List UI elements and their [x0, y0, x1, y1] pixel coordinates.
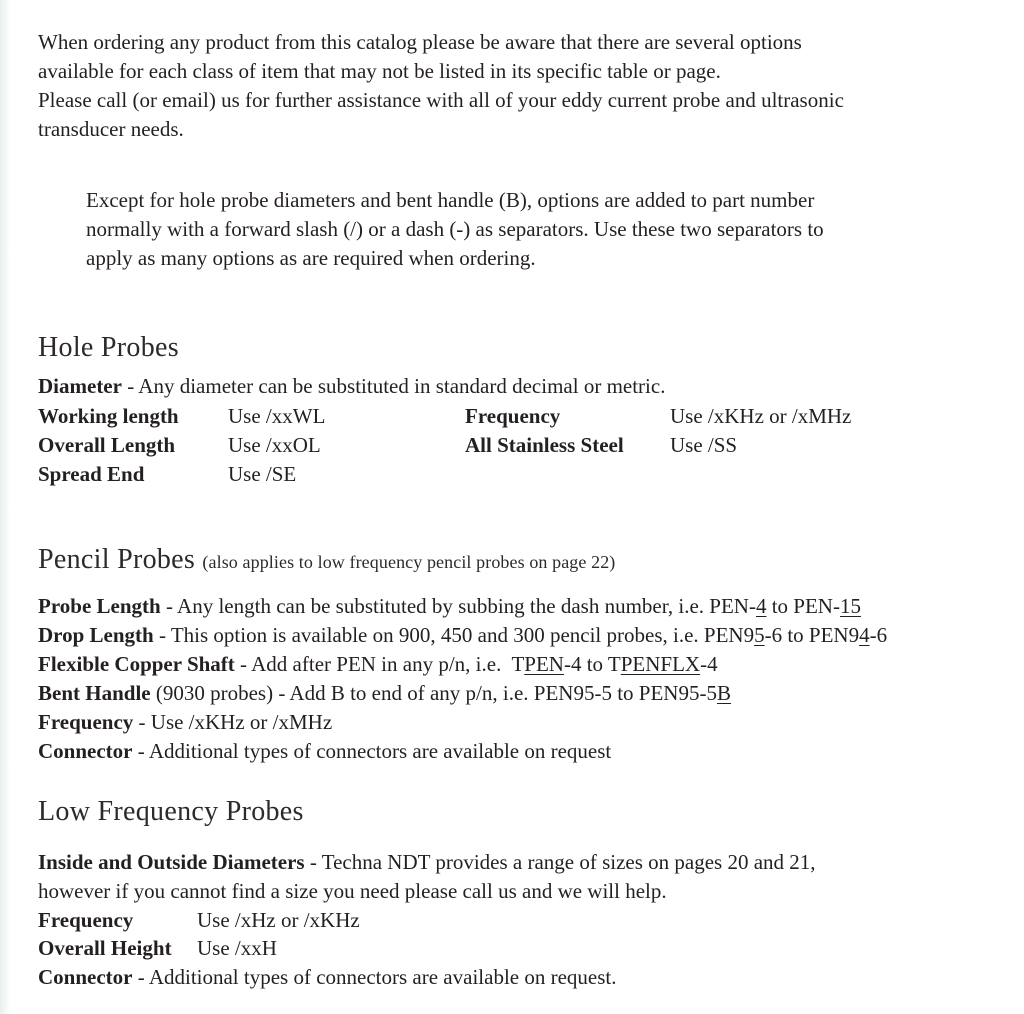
intro-line: transducer needs. [38, 117, 184, 141]
option-label: Overall Length [38, 433, 176, 457]
option-label: Frequency [38, 908, 134, 932]
pencil-probes-line: Drop Length - This option is available on 900, 450 and 300 pencil probes, i.e. PEN95-6 to PEN94-6 [38, 623, 888, 647]
intro-paragraph [38, 28, 844, 144]
pencil-probes-line: Frequency - Use /xKHz or /xMHz [38, 710, 333, 734]
option-value: Use /xHz or /xKHz [197, 908, 360, 932]
pencil-probes-heading [38, 544, 615, 578]
pencil-probes-heading-text: Pencil Probes [38, 544, 196, 575]
pencil-probes-line: Bent Handle (9030 probes) - Add B to end of any p/n, i.e. PEN95-5 to PEN95-5B [38, 681, 731, 705]
option-label [465, 460, 670, 489]
separator-note-line: apply as many options as are required when ordering. [86, 246, 536, 270]
separator-note-line: normally with a forward slash (/) or a dash (-) as separators. Use these two separators to [86, 217, 824, 241]
option-label: Working length [38, 404, 179, 428]
pencil-probes-line: Probe Length - Any length can be substituted by subbing the dash number, i.e. PEN-4 to PEN-15 [38, 594, 861, 618]
intro-line: When ordering any product from this catalog please be aware that there are several options [38, 30, 802, 54]
option-value: Use /SE [228, 462, 297, 486]
low-frequency-options-table [38, 906, 994, 962]
table-row [38, 402, 994, 431]
pencil-probes-line: Flexible Copper Shaft - Add after PEN in any p/n, i.e. TPEN-4 to TPENFLX-4 [38, 652, 718, 676]
low-frequency-connector-line: Connector - Additional types of connectors are available on request. [38, 965, 617, 989]
table-row [38, 460, 994, 489]
separator-note-line: Except for hole probe diameters and bent handle (B), options are added to part number [86, 188, 815, 212]
table-row [38, 906, 994, 934]
option-label: Spread End [38, 462, 145, 486]
option-value: Use /xKHz or /xMHz [670, 404, 852, 428]
hole-probes-options-table [38, 402, 994, 489]
option-value: Use /xxH [197, 936, 277, 960]
option-label: All Stainless Steel [465, 433, 624, 457]
low-frequency-line: Inside and Outside Diameters - Techna NDT provides a range of sizes on pages 20 and 21, [38, 850, 816, 874]
page-left-edge-tint [0, 0, 10, 1014]
pencil-probes-lines [38, 592, 887, 766]
intro-line: available for each class of item that may not be listed in its specific table or page. [38, 59, 721, 83]
low-frequency-line: however if you cannot find a size you need please call us and we will help. [38, 879, 667, 903]
option-label: Overall Height [38, 936, 172, 960]
option-value [670, 460, 994, 489]
low-frequency-probes-heading: Low Frequency Probes [38, 796, 304, 827]
intro-line: Please call (or email) us for further assistance with all of your eddy current probe and ultrasonic [38, 88, 844, 112]
option-value: Use /xxOL [228, 433, 321, 457]
hole-probes-heading: Hole Probes [38, 332, 179, 363]
separator-note-paragraph [86, 186, 824, 273]
hole-probes-diameter-line: Diameter - Any diameter can be substituted in standard decimal or metric. [38, 374, 666, 398]
pencil-probes-line: Connector - Additional types of connectors are available on request [38, 739, 612, 763]
pencil-probes-heading-note: (also applies to low frequency pencil probes on page 22) [202, 552, 616, 572]
low-frequency-diameters-paragraph [38, 848, 816, 906]
table-row [38, 934, 994, 962]
option-label: Frequency [465, 404, 561, 428]
option-value: Use /SS [670, 433, 738, 457]
option-value: Use /xxWL [228, 404, 326, 428]
table-row [38, 431, 994, 460]
